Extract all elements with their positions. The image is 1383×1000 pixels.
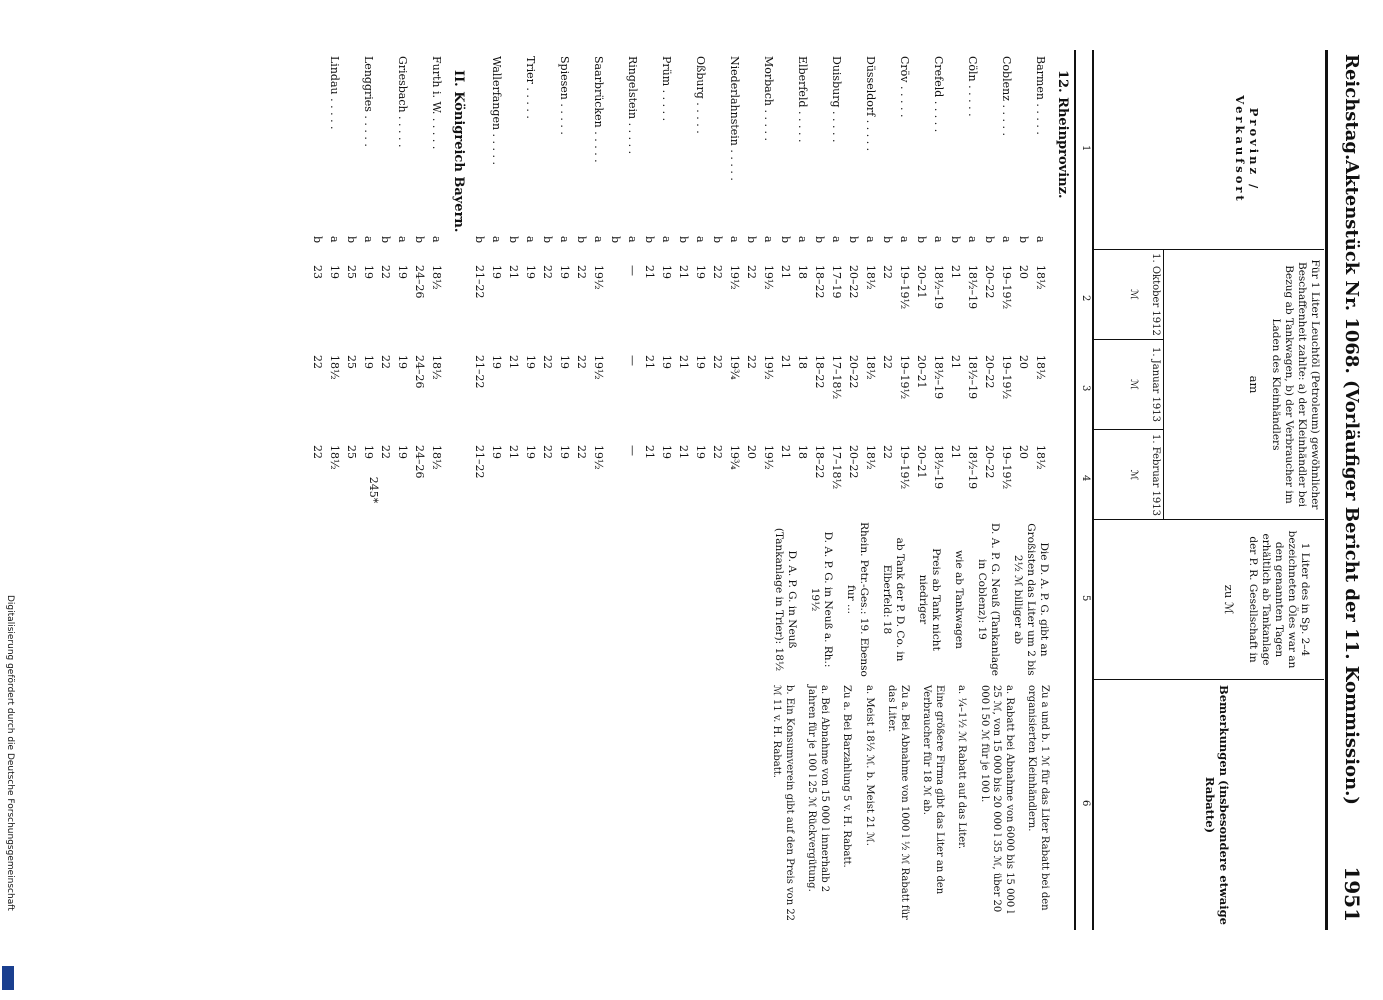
price-cell: 21: [779, 355, 792, 369]
table-row: [470, 50, 487, 930]
row-letter: a: [626, 236, 639, 243]
price-cell: 19: [362, 445, 375, 459]
price-cell: 21: [507, 445, 520, 459]
table-row: [325, 50, 342, 930]
price-cell: 22: [311, 445, 324, 459]
place-name: Oßburg . . . . .: [694, 56, 707, 134]
col5-unit: zu ℳ: [1222, 584, 1236, 615]
col6-header: [1094, 680, 1324, 930]
price-cell: 20–22: [983, 445, 996, 479]
price-cell: 19–19½: [898, 265, 911, 310]
place-name: Spiesen . . . . .: [558, 56, 571, 135]
price-cell: 22: [745, 355, 758, 369]
header-left: Reichstag.: [1341, 54, 1362, 161]
price-cell: 18: [796, 445, 809, 459]
price-cell: 25: [345, 265, 358, 279]
col6-note: Eine größere Firma gibt das Liter an den Verbraucher für 18 ℳ ab.: [921, 685, 945, 895]
place-name: Niederlahnstein . . . . .: [728, 56, 741, 181]
price-cell: 18½: [1034, 355, 1047, 380]
price-cell: 18½: [430, 445, 443, 470]
colnum-1: 1: [1080, 145, 1091, 152]
price-cell: 20–21: [915, 265, 928, 299]
col1-header: [1094, 50, 1324, 250]
price-cell: 18–22: [813, 355, 826, 389]
price-cell: 21: [643, 445, 656, 459]
price-cell: 22: [541, 445, 554, 459]
price-cell: 20–22: [847, 355, 860, 389]
row-letter: a: [558, 236, 571, 243]
price-cell: 19: [490, 265, 503, 279]
price-cell: 22: [541, 265, 554, 279]
price-cell: 19: [524, 445, 537, 459]
price-cell: 19–19½: [898, 355, 911, 400]
price-cell: 19½: [728, 265, 741, 290]
col6-notes: [760, 685, 1050, 925]
price-cell: 19¾: [728, 355, 741, 380]
price-cell: 19: [558, 355, 571, 369]
price-cell: 18–22: [813, 445, 826, 479]
price-cell: —: [626, 445, 639, 456]
row-letter: b: [345, 236, 358, 244]
col6-note: a. Rabatt bei Abnahme von 6000 bis 15 000 l 25 ℳ, von 15 000 bis 20 000 l 35 ℳ, über 20 000 l 50 ℳ für je 100 l.: [979, 685, 1015, 914]
price-cell: 22: [711, 265, 724, 279]
place-name: Furth i. W. . . . . .: [430, 56, 443, 150]
row-letter: a: [430, 236, 443, 243]
row-letter: a: [660, 236, 673, 243]
col5-note: Die D. A. P. G. gibt an Großisten das Liter um 2 bis 2½ ℳ billiger ab: [1012, 523, 1050, 676]
place-name: Elberfeld . . . . .: [796, 56, 809, 143]
digitization-credit: [0, 595, 16, 990]
price-cell: 20–21: [915, 355, 928, 389]
place-name: Cröv . . . . .: [898, 56, 911, 118]
table-row: [691, 50, 708, 930]
col5-header: [1094, 520, 1324, 680]
table-row: [487, 50, 504, 930]
price-cell: 19–19½: [1000, 265, 1013, 310]
place-name: Barmen . . . . .: [1034, 56, 1047, 135]
table-row: [521, 50, 538, 930]
header-rule: [1325, 50, 1328, 930]
price-cell: 19: [660, 445, 673, 459]
col5-title: 1 Liter des in Sp. 2–4 bezeichneten Öles war an den genannten Tagen erhältlich ab Tankanlage der P. R. Gesellschaft in: [1247, 530, 1311, 669]
credit-text: Digitalisierung gefördert durch die Deutsche Forschungsgemeinschaft: [5, 595, 15, 911]
table-row: [589, 50, 606, 930]
price-cell: 21: [949, 265, 962, 279]
price-cell: 19½: [762, 445, 775, 470]
row-letter: a: [830, 236, 843, 243]
col5-note: Preis ab Tank nicht niedriger: [917, 548, 942, 651]
price-cell: 19: [660, 355, 673, 369]
price-cell: 21–22: [473, 445, 486, 479]
col6-note: Zu a. Bei Barzahlung 5 v. H. Rabatt.: [841, 685, 853, 868]
table-header: [1092, 50, 1324, 930]
price-cell: 19: [558, 445, 571, 459]
page-mark: 245*: [367, 476, 380, 504]
price-cell: 17–19: [830, 265, 843, 299]
col6-note: Zu a. Bei Abnahme von 1000 l ½ ℳ Rabatt für das Liter.: [886, 685, 910, 920]
price-cell: 18: [796, 355, 809, 369]
row-letter: a: [592, 236, 605, 243]
colnum-2: 2: [1080, 295, 1091, 302]
col5-note: D. A. P. G. Neuß (Tankanlage in Coblenz): 19: [976, 522, 1001, 677]
price-cell: 19: [396, 445, 409, 459]
price-cell: 18½: [1034, 265, 1047, 290]
dfg-logo: [2, 966, 14, 990]
row-letter: a: [898, 236, 911, 243]
place-name: Crefeld . . . . .: [932, 56, 945, 133]
row-letter: a: [694, 236, 707, 243]
place-name: Cöln . . . . .: [966, 56, 979, 117]
price-cell: 19: [558, 265, 571, 279]
price-cell: 21: [677, 265, 690, 279]
colnum-5: 5: [1080, 595, 1091, 602]
row-letter: b: [711, 236, 724, 244]
col5-note: D. A. P. G. in Neuß (Tankanlage in Trier): 18½: [773, 527, 798, 672]
row-letter: a: [362, 236, 375, 243]
price-cell: 21: [949, 355, 962, 369]
date-3-label: 1. Februar 1913: [1150, 433, 1161, 517]
row-letter: b: [1017, 236, 1030, 244]
price-cell: 21–22: [473, 265, 486, 299]
row-letter: b: [541, 236, 554, 244]
column-numbers: [1074, 50, 1092, 930]
price-cell: 18½: [430, 265, 443, 290]
price-cell: 19½: [762, 355, 775, 380]
table-row: [725, 50, 742, 930]
section-title: 12. Rheinprovinz.: [1055, 70, 1070, 199]
price-cell: 20: [745, 445, 758, 459]
price-cell: 21–22: [473, 355, 486, 389]
row-letter: a: [1034, 236, 1047, 243]
price-cell: 19–19½: [1000, 355, 1013, 400]
price-cell: 22: [711, 445, 724, 459]
price-cell: 24–26: [413, 265, 426, 299]
price-cell: 21: [677, 445, 690, 459]
price-cell: 20–21: [915, 445, 928, 479]
price-cell: 18½–19: [966, 445, 979, 490]
price-cell: 19–19½: [898, 445, 911, 490]
row-letter: a: [864, 236, 877, 243]
price-cell: 19: [490, 355, 503, 369]
price-cell: 18½–19: [932, 445, 945, 490]
price-cell: 21: [779, 265, 792, 279]
table-row: [606, 50, 623, 930]
row-letter: a: [524, 236, 537, 243]
price-cell: 19½: [592, 445, 605, 470]
price-cell: 18½–19: [966, 355, 979, 400]
price-cell: 22: [711, 355, 724, 369]
place-name: Düsseldorf . . . . .: [864, 56, 877, 152]
row-letter: a: [328, 236, 341, 243]
price-cell: 25: [345, 445, 358, 459]
col6-note: b. Ein Konsumverein gibt auf den Preis von 22 ℳ 11 v. H. Rabatt.: [771, 685, 795, 922]
table-row: [555, 50, 572, 930]
price-cell: 21: [507, 265, 520, 279]
place-name: Coblenz . . . . .: [1000, 56, 1013, 136]
table-row: [393, 50, 410, 930]
table-row: [708, 50, 725, 930]
row-letter: b: [745, 236, 758, 244]
date-2-label: 1. Januar 1913: [1150, 347, 1161, 422]
col5-note: D. A. P. G. in Neuß a. Rh.: 19½: [809, 531, 834, 668]
price-cell: 18½: [1034, 445, 1047, 470]
price-cell: 19: [328, 265, 341, 279]
col2-header: [1094, 250, 1324, 520]
price-cell: 25: [345, 355, 358, 369]
row-letter: b: [311, 236, 324, 244]
price-cell: 22: [311, 355, 324, 369]
col5-note: ab Tank der P. D. Co. in Elberfeld: 18: [881, 537, 906, 662]
table-row: [308, 50, 325, 930]
page-header: [1330, 50, 1370, 930]
row-letter: a: [796, 236, 809, 243]
price-cell: 19–19½: [1000, 445, 1013, 490]
row-letter: b: [949, 236, 962, 244]
col1-title: Provinz / Verkaufsort: [1233, 95, 1261, 204]
price-cell: 18½–19: [966, 265, 979, 310]
col2-sub: am: [1247, 375, 1261, 394]
date-1: [1094, 250, 1164, 340]
price-cell: 21: [677, 355, 690, 369]
price-cell: 21: [643, 265, 656, 279]
table-row: [742, 50, 759, 930]
row-letter: a: [762, 236, 775, 243]
row-letter: b: [779, 236, 792, 244]
price-cell: 23: [311, 265, 324, 279]
row-letter: b: [915, 236, 928, 244]
row-letter: a: [396, 236, 409, 243]
price-cell: 18½: [864, 445, 877, 470]
price-cell: 18½: [864, 355, 877, 380]
page-number: 1951: [1340, 866, 1364, 922]
place-name: Lenggries . . . . .: [362, 56, 375, 147]
col6-note: a. Bei Abnahme von 15 000 l innerhalb 2 Jahren für je 100 l 25 ℳ Rückvergütung.: [806, 685, 830, 893]
price-cell: 22: [575, 445, 588, 459]
price-cell: 20: [1017, 445, 1030, 459]
price-cell: 19: [694, 355, 707, 369]
table-row: [657, 50, 674, 930]
price-cell: 20: [1017, 265, 1030, 279]
row-letter: b: [847, 236, 860, 244]
unit-2: ℳ: [1128, 379, 1139, 390]
price-cell: 18½: [328, 355, 341, 380]
table-row: [410, 50, 427, 930]
price-cell: 18½: [430, 355, 443, 380]
price-cell: 18: [796, 265, 809, 279]
price-cell: 21: [779, 445, 792, 459]
row-letter: a: [1000, 236, 1013, 243]
row-letter: b: [881, 236, 894, 244]
row-letter: b: [473, 236, 486, 244]
price-cell: 20–22: [983, 265, 996, 299]
price-cell: 20–22: [847, 445, 860, 479]
row-letter: a: [728, 236, 741, 243]
price-cell: 18–22: [813, 265, 826, 299]
place-name: Lindau . . . . .: [328, 56, 341, 130]
price-cell: 22: [881, 355, 894, 369]
price-cell: 19½: [762, 265, 775, 290]
table-row: [342, 50, 359, 930]
row-letter: a: [932, 236, 945, 243]
price-cell: 18½–19: [932, 265, 945, 310]
price-cell: 19: [694, 445, 707, 459]
place-name: Morbach . . . . .: [762, 56, 775, 141]
price-cell: 22: [379, 355, 392, 369]
section-title: II. Königreich Bayern.: [451, 70, 466, 233]
price-cell: 19: [362, 265, 375, 279]
price-cell: 19: [490, 445, 503, 459]
header-title: Aktenstück Nr. 1068. (Vorläufiger Bericht der 11. Kommission.): [1341, 160, 1362, 805]
price-cell: 19: [694, 265, 707, 279]
price-cell: 19: [524, 355, 537, 369]
table-row: [538, 50, 555, 930]
price-cell: 17–18½: [830, 355, 843, 400]
date-1-label: 1. Oktober 1912: [1150, 253, 1161, 336]
price-cell: 19: [396, 265, 409, 279]
price-cell: 19½: [592, 355, 605, 380]
col5-note: Rhein. Petr.-Ges.: 19. Ebenso fur ...: [845, 522, 870, 677]
place-name: Wallerfangen . . . . .: [490, 56, 503, 166]
price-cell: 18½: [328, 445, 341, 470]
place-name: Prüm . . . . .: [660, 56, 673, 122]
colnum-6: 6: [1080, 800, 1091, 807]
price-cell: 20: [1017, 355, 1030, 369]
table-row: [427, 50, 444, 930]
price-cell: 17–18½: [830, 445, 843, 490]
colnum-3: 3: [1080, 385, 1091, 392]
price-cell: 22: [379, 265, 392, 279]
colnum-4: 4: [1080, 475, 1091, 482]
price-cell: —: [626, 265, 639, 276]
unit-3: ℳ: [1128, 469, 1139, 481]
col6-note: a. Meist 18½ ℳ. b. Meist 21 ℳ.: [864, 685, 875, 846]
row-letter: b: [677, 236, 690, 244]
row-letter: b: [379, 236, 392, 244]
col5-note: wie ab Tankwagen: [953, 550, 965, 649]
row-letter: b: [507, 236, 520, 244]
unit-1: ℳ: [1128, 289, 1139, 300]
date-2: [1094, 340, 1164, 430]
place-name: Duisburg . . . . .: [830, 56, 843, 143]
col5-notes: [762, 522, 1050, 677]
col6-title: Bemerkungen (insbesondere etwaige Rabatte): [1203, 685, 1231, 925]
price-cell: 22: [379, 445, 392, 459]
price-cell: 24–26: [413, 355, 426, 389]
table-row: [640, 50, 657, 930]
price-cell: 21: [949, 445, 962, 459]
place-name: Saarbrücken . . . . .: [592, 56, 605, 163]
document-page: [0, 50, 1380, 930]
price-cell: 22: [541, 355, 554, 369]
col2-title: Für 1 Liter Leuchtöl (Petroleum) gewöhnlicher Beschaffenheit zahlte: a) der Kleinhändler bei Bezug ab Tankwagen, b) der Verbraucher im Laden des Kleinhändlers: [1270, 259, 1321, 510]
price-cell: 19: [362, 355, 375, 369]
price-cell: 19: [524, 265, 537, 279]
table-row: [623, 50, 640, 930]
price-cell: 18½: [864, 265, 877, 290]
price-cell: 21: [643, 355, 656, 369]
price-cell: 22: [745, 265, 758, 279]
row-letter: b: [413, 236, 426, 244]
table-row: [572, 50, 589, 930]
price-cell: 19¾: [728, 445, 741, 470]
price-cell: 22: [575, 265, 588, 279]
row-letter: b: [575, 236, 588, 244]
date-3: [1094, 430, 1164, 520]
col6-note: a. ¼–1½ ℳ Rabatt auf das Liter.: [956, 685, 968, 850]
table-row: [504, 50, 521, 930]
price-cell: 20–22: [847, 265, 860, 299]
row-letter: b: [813, 236, 826, 244]
price-cell: 22: [881, 445, 894, 459]
price-cell: 24–26: [413, 445, 426, 479]
price-cell: 22: [575, 355, 588, 369]
price-cell: 19: [396, 355, 409, 369]
price-cell: 22: [881, 265, 894, 279]
price-cell: 19½: [592, 265, 605, 290]
row-letter: b: [609, 236, 622, 244]
row-letter: b: [983, 236, 996, 244]
row-letter: b: [643, 236, 656, 244]
row-letter: a: [966, 236, 979, 243]
col6-note: Zu a und b. 1 ℳ für das Liter Rabatt bei den organisierten Kleinhändlern.: [1026, 685, 1050, 911]
table-row: [674, 50, 691, 930]
place-name: Trier . . . . .: [524, 56, 537, 119]
row-letter: a: [490, 236, 503, 243]
price-cell: —: [626, 355, 639, 366]
price-cell: 20–22: [983, 355, 996, 389]
place-name: Griesbach . . . . .: [396, 56, 409, 148]
price-cell: 19: [660, 265, 673, 279]
price-cell: 18½–19: [932, 355, 945, 400]
place-name: Ringelstein . . . . .: [626, 56, 639, 155]
price-cell: 21: [507, 355, 520, 369]
